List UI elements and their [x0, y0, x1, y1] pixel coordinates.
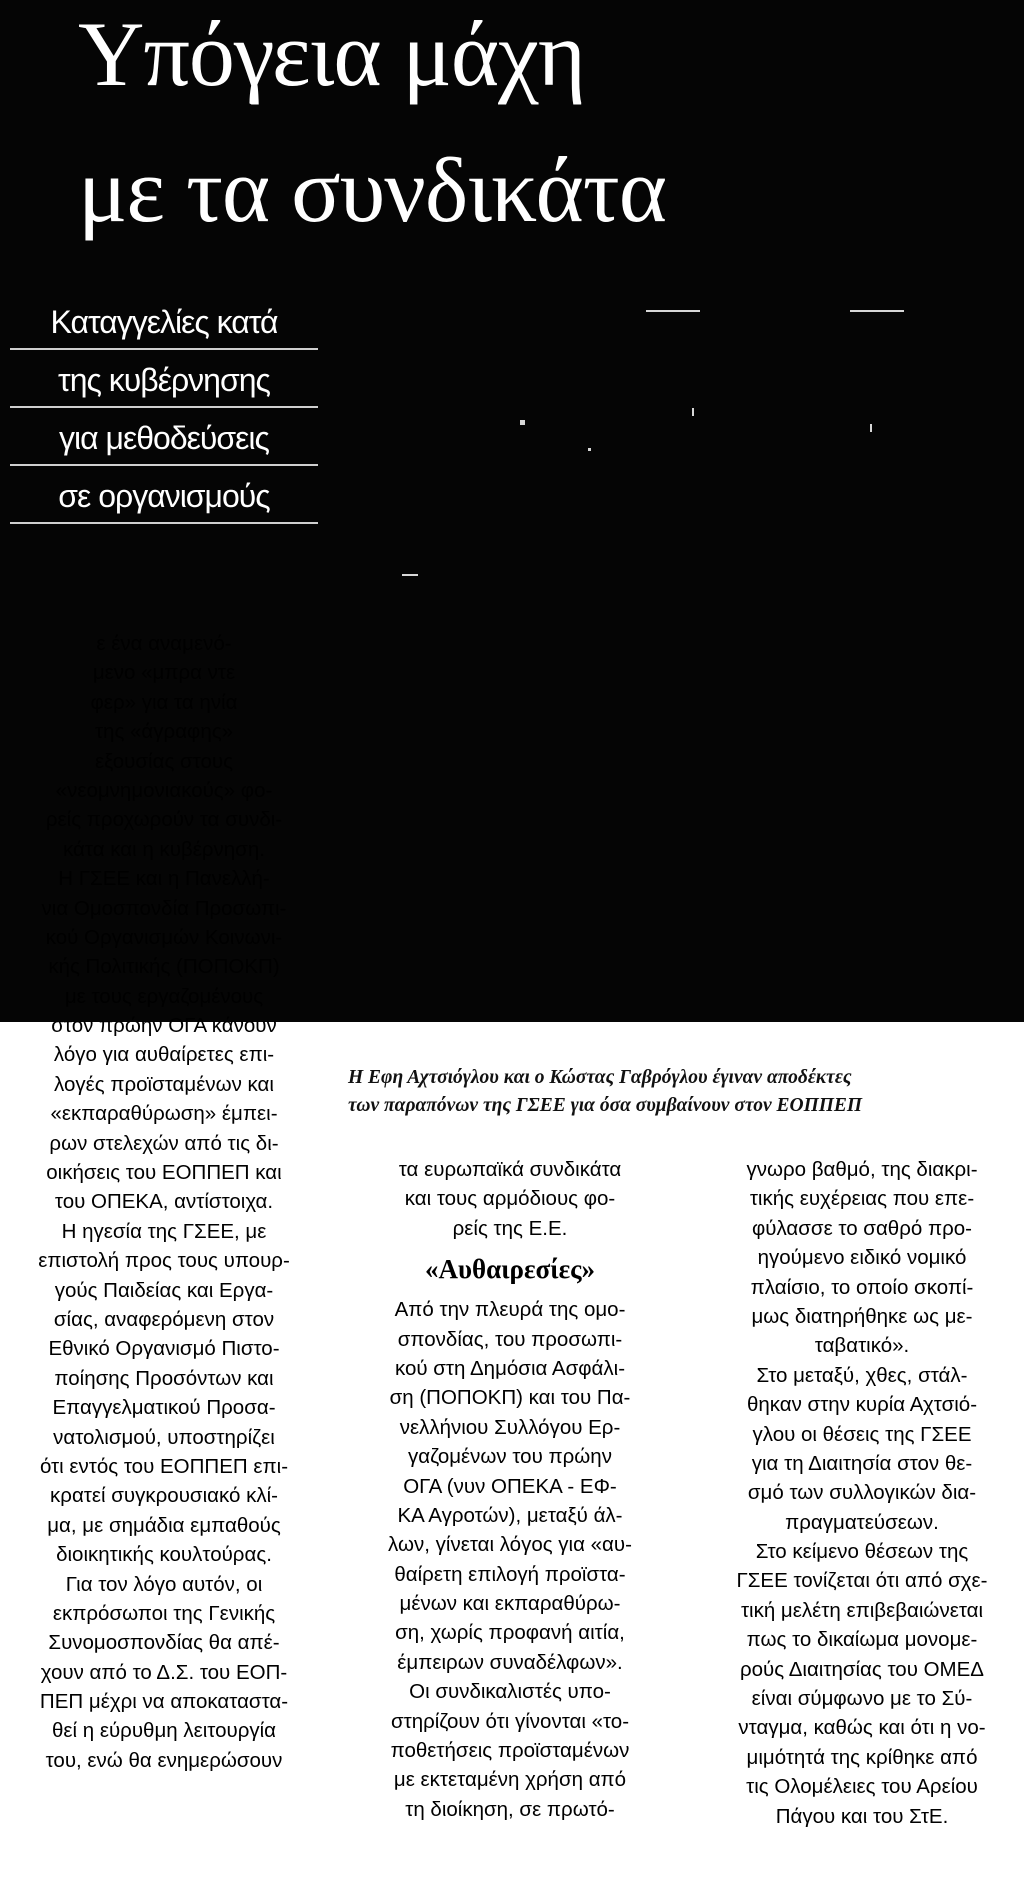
subheadline-line: σε οργανισμούς — [58, 478, 270, 514]
text-line: νια Ομοσπονδία Προσωπι- — [41, 896, 287, 920]
photo-speck — [850, 310, 904, 312]
text-line: τική μελέτη επιβεβαιώνεται — [740, 1598, 984, 1622]
text-line: ΓΣΕΕ τονίζεται ότι από σχε- — [736, 1569, 988, 1593]
text-line: για τη Διαιτησία στον θε- — [751, 1451, 973, 1475]
section-subhead: «Αυθαιρεσίες» — [424, 1254, 595, 1285]
text-line: της «άγραφης» — [94, 720, 234, 744]
text-line: του ΟΠΕΚΑ, αντίστοιχα. — [54, 1190, 274, 1214]
text-line: γαζομένων του πρώην — [408, 1445, 612, 1469]
headline-line-1: Υπόγεια μάχη — [78, 3, 586, 105]
text-line: είναι σύμφωνο με το Σύ- — [751, 1687, 973, 1711]
text-line: εξουσίας στους — [95, 749, 233, 773]
text-line: εκπρόσωποι της Γενικής — [52, 1601, 276, 1625]
text-line: ποθετήσεις προϊσταμένων — [390, 1739, 630, 1763]
photo-speck — [870, 424, 872, 432]
text-line: επιστολή προς τους υπουρ- — [38, 1249, 290, 1273]
text-line: τις Ολομέλειες του Αρείου — [746, 1775, 978, 1799]
text-line: μενο «μπρα ντε — [92, 661, 236, 685]
photo-speck — [646, 310, 700, 312]
text-line: λων, γίνεται λόγος για «αυ- — [388, 1533, 632, 1557]
article-column-3 — [704, 1155, 1020, 1831]
text-line: σμό των συλλογικών δια- — [747, 1481, 977, 1505]
text-line: Στο μεταξύ, χθες, στάλ- — [756, 1363, 968, 1387]
text-line: ΠΕΠ μέχρι να αποκαταστα- — [39, 1690, 289, 1714]
text-line: μιμότητά της κρίθηκε από — [746, 1745, 978, 1769]
text-line: διοικητικής κουλτούρας. — [56, 1543, 272, 1567]
text-line: Για τον λόγο αυτόν, οι — [65, 1572, 263, 1596]
text-line: χουν από το Δ.Σ. του ΕΟΠ- — [40, 1660, 288, 1684]
text-line: ταβατικό». — [814, 1334, 910, 1358]
text-line: Στο κείμενο θέσεων της — [755, 1540, 969, 1564]
text-line: μα, με σημάδια εμπαθούς — [47, 1513, 281, 1537]
text-line: Από την πλευρά της ομο- — [394, 1298, 626, 1322]
text-line: σπονδίας, του προσωπι- — [397, 1327, 623, 1351]
text-line: θεί η εύρυθμη λειτουργία — [51, 1719, 277, 1743]
subheadline-line: για μεθοδεύσεις — [59, 420, 269, 456]
text-line: πραγματεύσεων. — [785, 1510, 939, 1534]
photo-caption-line: Η Εφη Αχτσιόγλου και ο Κώστας Γαβρόγλου έγιναν αποδέκτες — [348, 1067, 852, 1088]
text-line: νατολισμού, υποστηρίζει — [53, 1425, 275, 1449]
text-line: ρων στελεχών από τις δι- — [49, 1131, 279, 1155]
text-line: θηκαν στην κυρία Αχτσιό- — [746, 1393, 978, 1417]
text-line: οικήσεις του ΕΟΠΠΕΠ και — [46, 1161, 282, 1185]
text-line: στηρίζουν ότι γίνονται «το- — [390, 1709, 630, 1733]
text-line: μως διατηρήθηκε ως με- — [751, 1304, 973, 1328]
headline-line-2: με τα συνδικάτα — [78, 139, 666, 241]
article-column-2 — [360, 1155, 660, 1824]
text-line: θαίρετη επιλογή προϊστα- — [394, 1562, 626, 1586]
text-line: φύλασσε το σαθρό προ- — [751, 1216, 973, 1240]
photo-speck — [692, 408, 694, 416]
text-line: κρατεί συγκρουσιακό κλί- — [50, 1484, 278, 1508]
photo-speck — [588, 448, 591, 451]
text-line: φερ» για τα ηνία — [90, 690, 238, 714]
text-line: ποίησης Προσόντων και — [54, 1366, 274, 1390]
text-line: τικής ευχέρειας που επε- — [749, 1187, 975, 1211]
text-line: ση, χωρίς προφανή αιτία, — [395, 1621, 625, 1645]
text-line: με εκτεταμένη χρήση από — [393, 1768, 627, 1792]
article-column-1 — [8, 629, 320, 1775]
text-line: γούς Παιδείας και Εργα- — [54, 1278, 274, 1302]
text-line: του, ενώ θα ενημερώσουν — [45, 1748, 283, 1772]
text-line: νελλήνιου Συλλόγου Ερ- — [399, 1415, 621, 1439]
text-line: ρούς Διαιτησίας του ΟΜΕΔ — [739, 1657, 984, 1681]
text-line: μένων και εκπαραθύρω- — [399, 1592, 621, 1616]
text-line: πλαίσιο, το οποίο σκοπί- — [750, 1275, 974, 1299]
text-line: τα ευρωπαϊκά συνδικάτα — [398, 1158, 622, 1181]
text-line: Επαγγελματικού Προσα- — [52, 1396, 276, 1420]
text-line: κάτα και η κυβέρνηση. — [63, 837, 265, 861]
text-line: Πάγου και του ΣτΕ. — [775, 1804, 949, 1828]
text-line: και τους αρμόδιους φο- — [404, 1187, 616, 1211]
photo-speck — [520, 420, 525, 425]
text-line: Η ηγεσία της ΓΣΕΕ, με — [61, 1219, 267, 1243]
text-line: σίας, αναφερόμενη στον — [53, 1307, 275, 1331]
photo-caption-line: των παραπόνων της ΓΣΕΕ για όσα συμβαίνουν στον ΕΟΠΠΕΠ — [348, 1095, 863, 1116]
subheadline-line: Καταγγελίες κατά — [50, 304, 278, 340]
text-line: ρείς της Ε.Ε. — [452, 1216, 568, 1240]
text-line: Συνομοσπονδίας θα απέ- — [48, 1631, 280, 1655]
text-line: κού στη Δημόσια Ασφάλι- — [394, 1356, 626, 1380]
text-line: γνωρο βαθμό, της διακρι- — [746, 1158, 978, 1181]
text-line: «νεομνημονιακούς» φο- — [55, 778, 273, 802]
text-line: Η ΓΣΕΕ και η Πανελλή- — [58, 867, 270, 891]
text-line: ση (ΠΟΠΟΚΠ) και του Πα- — [389, 1386, 631, 1410]
text-line: έμπειρων συναδέλφων». — [397, 1650, 623, 1674]
text-line: με τους εργαζομένους — [64, 984, 264, 1008]
text-line: κού Οργανισμών Κοινωνι- — [45, 925, 283, 949]
subheadline-divider — [10, 464, 318, 466]
photo-speck — [402, 574, 418, 576]
text-line: ΚΑ Αγροτών), μεταξύ άλ- — [397, 1503, 623, 1527]
text-line: ε ένα αναμενό- — [96, 632, 232, 655]
text-line: Εθνικό Οργανισμό Πιστο- — [48, 1337, 280, 1361]
text-line: κής Πολιτικής (ΠΟΠΟΚΠ) — [48, 955, 280, 979]
text-line: στον πρώην ΟΓΑ κάνουν — [51, 1014, 277, 1038]
subheadline-divider — [10, 348, 318, 350]
subheadline-line: της κυβέρνησης — [58, 362, 270, 398]
text-line: ότι εντός του ΕΟΠΠΕΠ επι- — [39, 1454, 289, 1478]
subheadline-divider — [10, 522, 318, 524]
text-line: Οι συνδικαλιστές υπο- — [409, 1680, 611, 1704]
text-line: νταγμα, καθώς και ότι η νο- — [738, 1716, 986, 1740]
subheadline-divider — [10, 406, 318, 408]
text-line: ΟΓΑ (νυν ΟΠΕΚΑ - ΕΦ- — [403, 1474, 617, 1498]
text-line: «εκπαραθύρωση» έμπει- — [50, 1102, 278, 1126]
text-line: ρείς προχωρούν τα συνδι- — [45, 808, 283, 832]
photo-caption — [348, 1064, 1024, 1120]
text-line: ηγούμενο ειδικό νομικό — [757, 1246, 967, 1270]
text-line: λόγο για αυθαίρετες επι- — [53, 1043, 275, 1067]
text-line: λογές προϊσταμένων και — [54, 1072, 274, 1096]
text-line: γλου οι θέσεις της ΓΣΕΕ — [752, 1422, 972, 1446]
text-line: τη διοίκηση, σε πρωτό- — [405, 1797, 615, 1821]
text-line: πως το δικαίωμα μονομε- — [746, 1628, 978, 1652]
